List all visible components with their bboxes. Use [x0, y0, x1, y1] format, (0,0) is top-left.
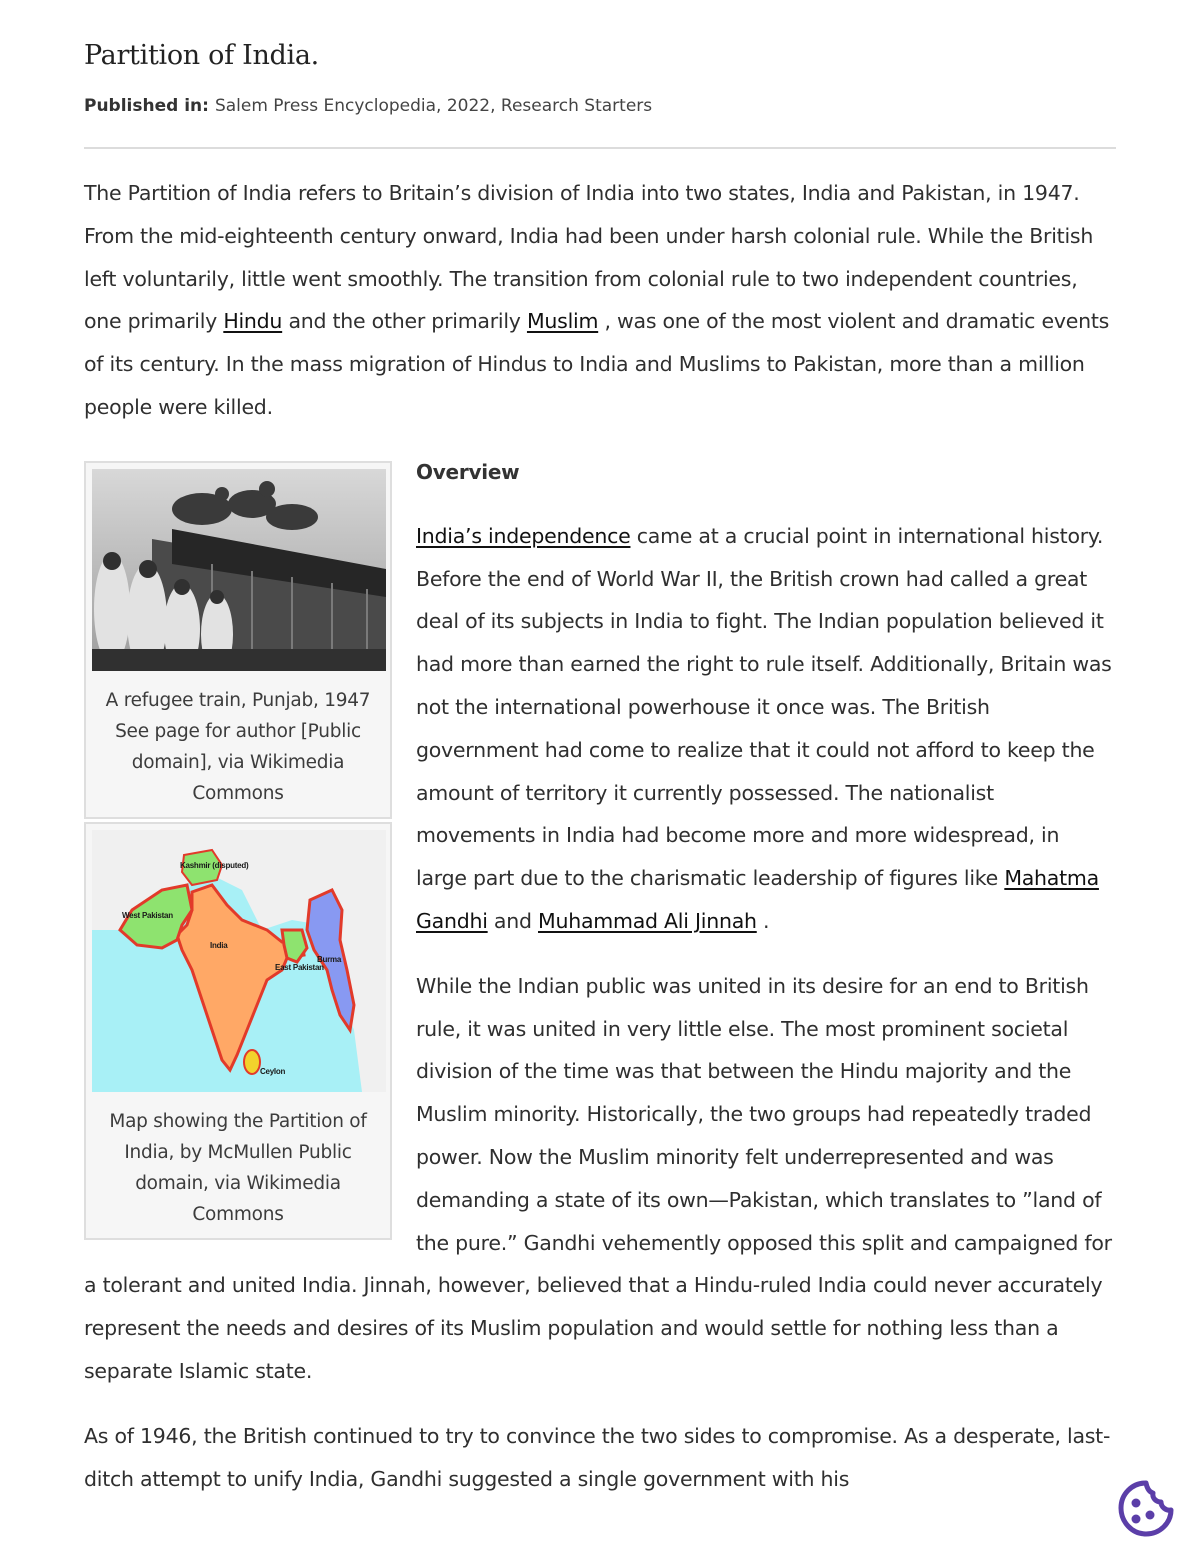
map-caption: Map showing the Partition of India, by McMullen Public domain, via Wikimedia Commons: [109, 1110, 367, 1225]
published-value: Salem Press Encyclopedia, 2022, Research Starters: [214, 96, 653, 116]
map-label-ceylon: Ceylon: [260, 1066, 286, 1076]
partition-map[interactable]: [92, 830, 386, 1092]
intro-text-2: and the other primarily: [282, 309, 527, 334]
cookie-settings-button[interactable]: [1114, 1477, 1178, 1541]
page-title: Partition of India.: [84, 40, 319, 71]
figure-column: [84, 461, 392, 1240]
train-caption: A refugee train, Punjab, 1947 See page for author [Public domain], via Wikimedia Commons: [105, 689, 371, 804]
published-label: Published in:: [84, 96, 209, 116]
article-body: [84, 172, 1116, 1522]
link-hindu[interactable]: Hindu: [223, 309, 283, 334]
overview-text-2: and: [487, 908, 539, 933]
figure-partition-map: [84, 822, 392, 1240]
link-india-independence[interactable]: India’s independence: [416, 523, 631, 548]
cookie-icon: [1114, 1477, 1178, 1541]
figure-refugee-train: [84, 461, 392, 819]
intro-text-1: The Partition of India refers to Britain’s division of India into two states, India and Pakistan, in 1947. From the mid-eighteenth century onward, India had been under harsh colonial rule. While the British left voluntarily, little went smoothly. The transition from colonial rule to two independent countries, one primarily: [84, 181, 1094, 334]
refugee-train-photo[interactable]: [92, 469, 386, 671]
intro-paragraph: [84, 172, 1116, 429]
overview-text-3: .: [756, 908, 770, 933]
map-label-india: India: [210, 940, 228, 950]
published-in: [84, 96, 652, 116]
link-muhammad-ali-jinnah[interactable]: Muhammad Ali Jinnah: [538, 908, 757, 933]
map-label-burma: Burma: [317, 954, 342, 964]
map-label-west-pakistan: West Pakistan: [122, 910, 173, 920]
overview-heading: Overview: [416, 459, 520, 484]
header-divider: [84, 147, 1116, 149]
intro-text-3: , was one of the most violent and dramatic events of its century. In the mass migration of Hindus to India and Muslims to Pakistan, more than a million people were killed.: [84, 309, 1110, 419]
link-muslim[interactable]: Muslim: [526, 309, 599, 334]
overview-text-1: came at a crucial point in international history. Before the end of World War II, the British crown had called a great deal of its subjects in India to fight. The Indian population believed it had more than earned the right to rule itself. Additionally, Britain was not the international powerhouse it once was. The British government had come to realize that it could not afford to keep the amount of territory it currently possessed. The nationalist movements in India had become more and more widespread, in large part due to the charismatic leadership of figures like: [416, 523, 1112, 891]
map-label-kashmir: Kashmir (disputed): [180, 860, 249, 870]
map-label-east-pakistan: East Pakistan: [275, 962, 324, 972]
overview-paragraph-2: While the Indian public was united in its desire for an end to British rule, it was united in very little else. The most prominent societal division of the time was that between the Hindu majority and the Muslim minority. Historically, the two groups had repeatedly traded power. Now the Muslim minority felt underrepresented and was demanding a state of its own—Pakistan, which translates to ”land of the pure.” Gandhi vehemently opposed this split and campaigned for a tolerant and united India. Jinnah, however, believed that a Hindu-ruled India could never accurately represent the needs and desires of its Muslim population and would settle for nothing less than a separate Islamic state.: [84, 973, 1112, 1383]
overview-paragraph-3: As of 1946, the British continued to try to convince the two sides to compromise. As a desperate, last-ditch attempt to unify India, Gandhi suggested a single government with his: [84, 1423, 1111, 1491]
link-mahatma-gandhi[interactable]: Mahatma Gandhi: [416, 866, 1099, 933]
